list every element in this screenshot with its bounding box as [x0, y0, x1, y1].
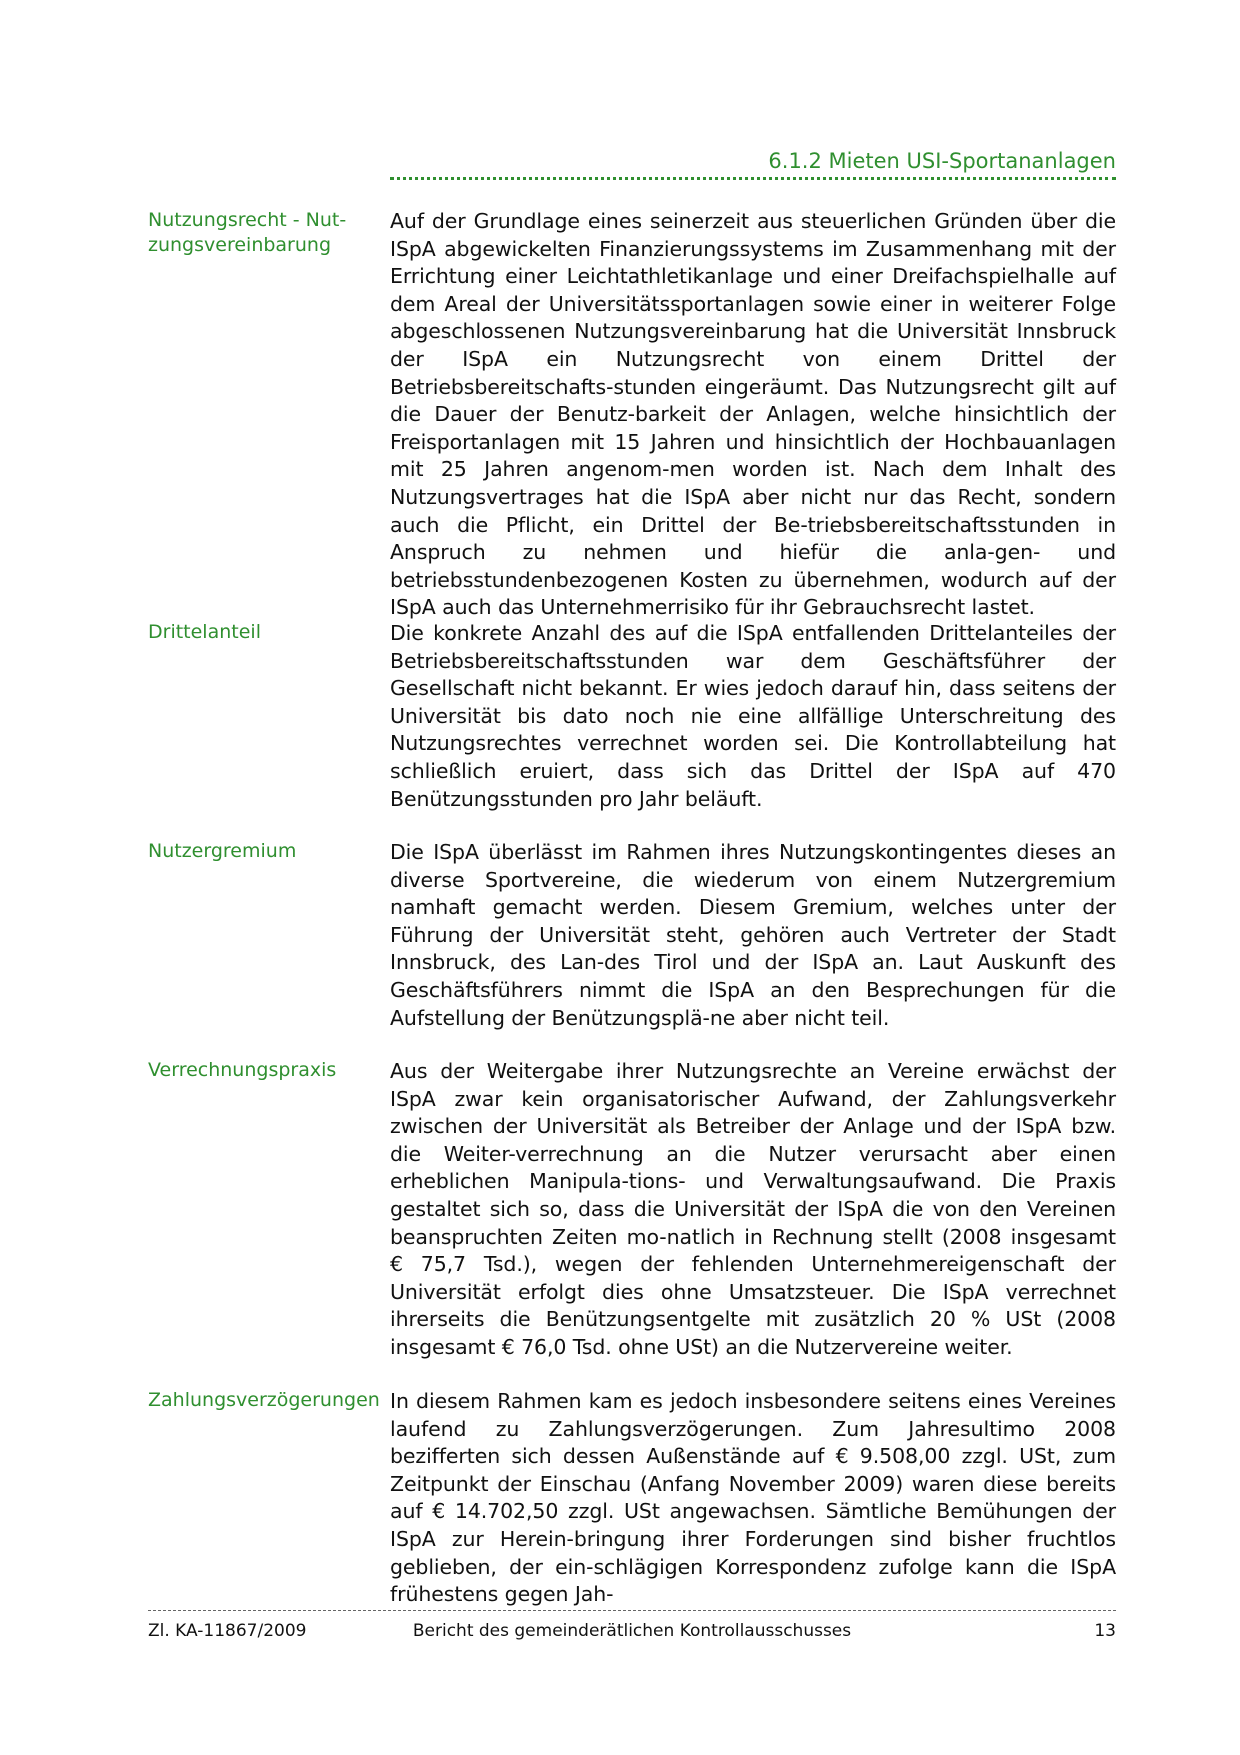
margin-label: Verrechnungspraxis	[148, 1059, 337, 1081]
paragraph: Die konkrete Anzahl des auf die ISpA entfallenden Drittelanteiles der Betriebsbereitschaftsstunden war dem Geschäftsführer der Gesellschaft nicht bekannt. Er wies jedoch darauf hin, dass seitens der Universität bis dato noch nie eine allfällige Unterschreitung des Nutzungsrechtes verrechnet worden sei. Die Kontrollabteilung hat schließlich eruiert, dass sich das Drittel der ISpA auf 470 Benützungsstunden pro Jahr beläuft.	[390, 621, 1116, 811]
margin-label: Drittelanteil	[148, 621, 261, 643]
footer-reference: Zl. KA-11867/2009	[148, 1621, 307, 1641]
margin-label: Nutzergremium	[148, 840, 297, 862]
footer-report-title: Bericht des gemeinderätlichen Kontrollausschusses	[412, 1621, 852, 1641]
margin-label: Zahlungsverzögerungen	[148, 1389, 380, 1411]
footer-dashed-rule	[148, 1610, 1116, 1611]
section-header: 6.1.2 Mieten USI-Sportananlagen	[768, 149, 1116, 173]
paragraph: Auf der Grundlage eines seinerzeit aus steuerlichen Gründen über die ISpA abgewickelten Finanzierungssystems im Zusammenhang mit der Errichtung einer Leichtathletikanlage und einer Dreifachspielhalle auf dem Areal der Universitätssportanlagen sowie einer in weiterer Folge abgeschlossenen Nutzungsvereinbarung hat die Universität Innsbruck der ISpA ein Nutzungsrecht von einem Drittel der Betriebsbereitschafts-stunden eingeräumt. Das Nutzungsrecht gilt auf die Dauer der Benutz-barkeit der Anlagen, welche hinsichtlich der Freisportanlagen mit 15 Jahren und hinsichtlich der Hochbauanlagen mit 25 Jahren angenom-men worden ist. Nach dem Inhalt des Nutzungsvertrages hat die ISpA aber nicht nur das Recht, sondern auch die Pflicht, ein Drittel der Be-triebsbereitschaftsstunden in Anspruch zu nehmen und hiefür die anla-gen- und betriebsstundenbezogenen Kosten zu übernehmen, wodurch auf der ISpA auch das Unternehmerrisiko für ihr Gebrauchsrecht lastet.	[390, 209, 1116, 620]
margin-label: Nutzungsrecht - Nut-zungsvereinbarung	[148, 209, 347, 256]
header-dotted-rule	[390, 177, 1116, 180]
paragraph: Aus der Weitergabe ihrer Nutzungsrechte an Vereine erwächst der ISpA zwar kein organisatorischer Aufwand, der Zahlungsverkehr zwischen der Universität als Betreiber der Anlage und der ISpA bzw. die Weiter-verrechnung an die Nutzer verursacht aber einen erheblichen Manipula-tions- und Verwaltungsaufwand. Die Praxis gestaltet sich so, dass die Universität der ISpA die von den Vereinen beanspruchten Zeiten mo-natlich in Rechnung stellt (2008 insgesamt € 75,7 Tsd.), wegen der fehlenden Unternehmereigenschaft der Universität erfolgt dies ohne Umsatzsteuer. Die ISpA verrechnet ihrerseits die Benützungsentgelte mit zusätzlich 20 % USt (2008 insgesamt € 76,0 Tsd. ohne USt) an die Nutzervereine weiter.	[390, 1059, 1116, 1359]
paragraph: Die ISpA überlässt im Rahmen ihres Nutzungskontingentes dieses an diverse Sportvereine, die wiederum von einem Nutzergremium namhaft gemacht werden. Diesem Gremium, welches unter der Führung der Universität steht, gehören auch Vertreter der Stadt Innsbruck, des Lan-des Tirol und der ISpA an. Laut Auskunft des Geschäftsführers nimmt die ISpA an den Besprechungen für die Aufstellung der Benützungsplä-ne aber nicht teil.	[390, 840, 1116, 1030]
footer-page-number: 13	[1094, 1621, 1116, 1641]
paragraph: In diesem Rahmen kam es jedoch insbesondere seitens eines Vereines laufend zu Zahlungsverzögerungen. Zum Jahresultimo 2008 bezifferten sich dessen Außenstände auf € 9.508,00 zzgl. USt, zum Zeitpunkt der Einschau (Anfang November 2009) waren diese bereits auf € 14.702,50 zzgl. USt angewachsen. Sämtliche Bemühungen der ISpA zur Herein-bringung ihrer Forderungen sind bisher fruchtlos geblieben, der ein-schlägigen Korrespondenz zufolge kann die ISpA frühestens gegen Jah-	[390, 1389, 1116, 1607]
